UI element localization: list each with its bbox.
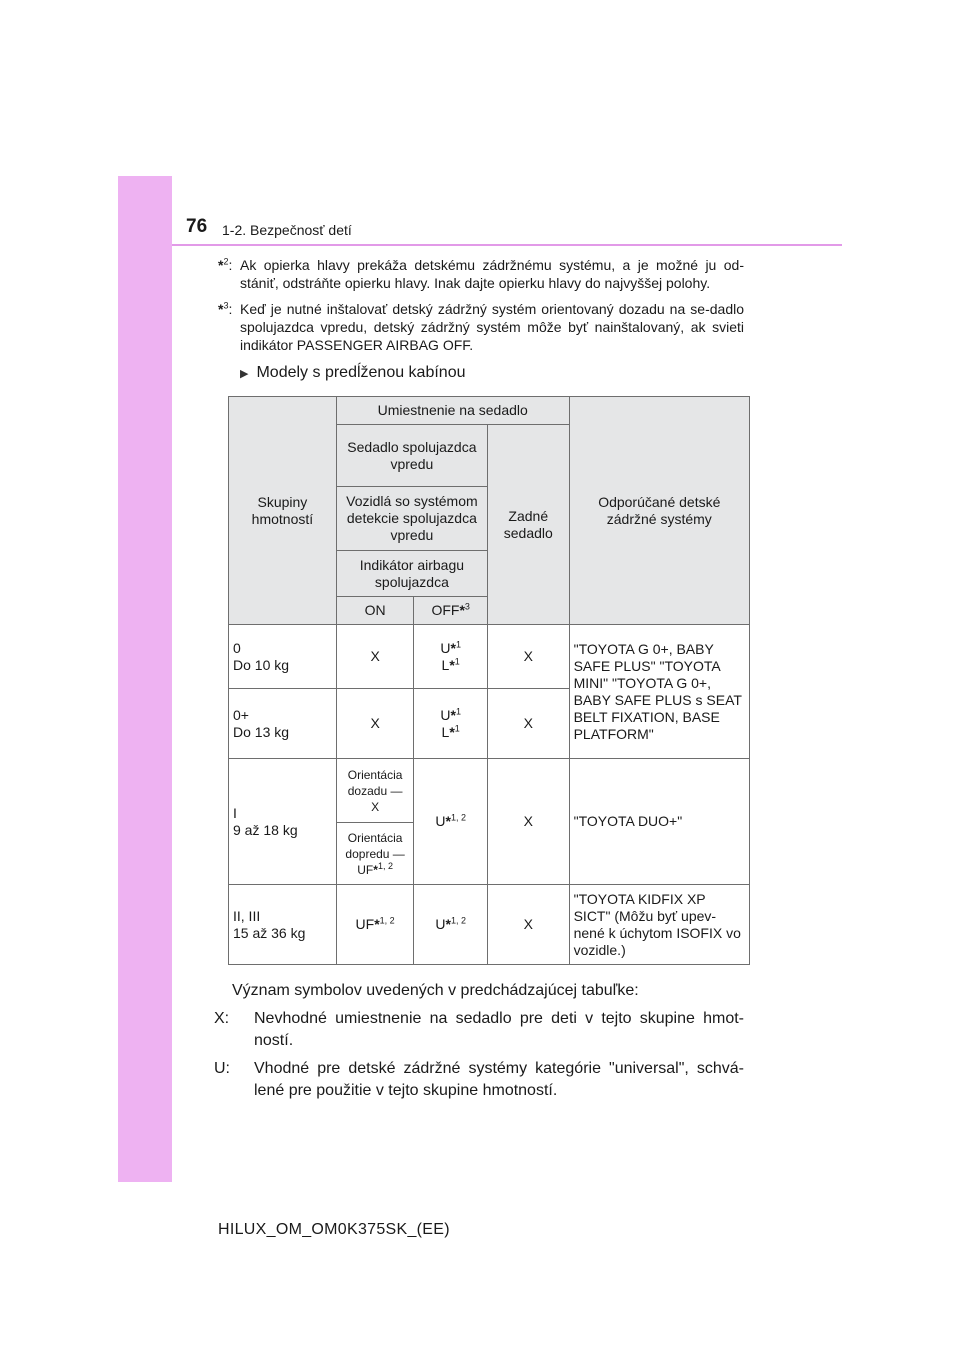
rear-cell: X [487,885,569,965]
header-airbag-indicator: Indikátor airbagu spolujazdca [336,551,487,597]
footnote-text: Ak opierka hlavy prekáža detskému zádržnému systému, a je možné ju od-stániť, odstráňte opierku hlavy. Inak dajte opierku hlavy do najvyššej polohy. [240,257,744,291]
group-cell: 0 Do 10 kg [229,625,337,689]
table-row [229,625,750,689]
off-cell: U*$^1$ L*$^1$ [414,625,488,689]
header-rule [172,244,842,246]
table-row [229,885,750,965]
on-cell: X [336,689,414,759]
rear-cell: X [487,689,569,759]
section-title: 1-2. Bezpečnosť detí [222,222,352,238]
header-off: OFF*$^3$ [414,597,488,625]
group-cell: II, III 15 až 36 kg [229,885,337,965]
sidebar-tab [118,176,172,1182]
legend-item-u: U: Vhodné pre detské zádržné systémy kategórie "universal", schvá-lené pre použitie v tejto skupine hmotností. [214,1060,744,1099]
footnote-3: *$^3$: Keď je nutné inštalovať detský zádržný systém orientovaný dozadu na se-dadlo spolujazdca vpredu, detský zádržný systém môže byť nainštalovaný, ak svieti indikátor PASSENGER AIRBAG OFF. [218,300,744,353]
recommended-cell: "TOYOTA G 0+, BABY SAFE PLUS" "TOYOTA MINI" "TOYOTA G 0+, BABY SAFE PLUS s SEAT BELT FIXATION, BASE PLATFORM" [569,625,749,759]
recommended-cell: "TOYOTA KIDFIX XP SICT" (Môžu byť upev-nené k úchytom ISOFIX vo vozidle.) [569,885,749,965]
header-recommended: Odporúčané detské zádržné systémy [569,397,749,625]
rear-cell: X [487,759,569,885]
group-cell: I 9 až 18 kg [229,759,337,885]
recommended-cell: "TOYOTA DUO+" [569,759,749,885]
footnote-text: Keď je nutné inštalovať detský zádržný systém orientovaný dozadu na se-dadlo spolujazdca vpredu, detský zádržný systém môže byť nainštalovaný, ak svieti indikátor PASSENGER AIRBAG OFF. [240,301,744,353]
header-detection: Vozidlá so systémom detekcie spolujazdca vpredu [336,487,487,551]
rear-cell: X [487,625,569,689]
footnote-2: *$^2$: Ak opierka hlavy prekáža detskému zádržnému systému, a je možné ju od-stániť, odstráňte opierku hlavy. Inak dajte opierku hlavy do najvyššej polohy. [218,256,744,291]
header-front-seat: Sedadlo spolujazdca vpredu [336,425,487,487]
on-cell: Orientácia dozadu — X [336,759,414,823]
group-cell: 0+ Do 13 kg [229,689,337,759]
legend-item-x: X: Nevhodné umiestnenie na sedadlo pre deti v tejto skupine hmot-ností. [214,1010,744,1049]
header-placement: Umiestnenie na sedadlo [336,397,569,425]
header-rear-seat: Zadné sedadlo [487,425,569,625]
page-number: 76 [186,216,208,237]
off-cell: U*$^{1, 2}$ [414,885,488,965]
off-cell: U*$^{1, 2}$ [414,759,488,885]
seat-table [228,396,750,965]
table-row [229,759,750,823]
triangle-right-icon: ▶ [240,368,249,380]
footer-doc-id: HILUX_OM_OM0K375SK_(EE) [218,1221,450,1238]
header-groups: Skupiny hmotností [229,397,337,625]
off-cell: U*$^1$ L*$^1$ [414,689,488,759]
header-on: ON [336,597,414,625]
legend-intro: Význam symbolov uvedených v predchádzajúcej tabuľke: [232,982,639,999]
on-cell: Orientácia dopredu — UF*$^{1, 2}$ [336,823,414,885]
model-heading: ▶ Modely s predĺženou kabínou [240,364,466,381]
on-cell: X [336,625,414,689]
on-cell: UF*$^{1, 2}$ [336,885,414,965]
